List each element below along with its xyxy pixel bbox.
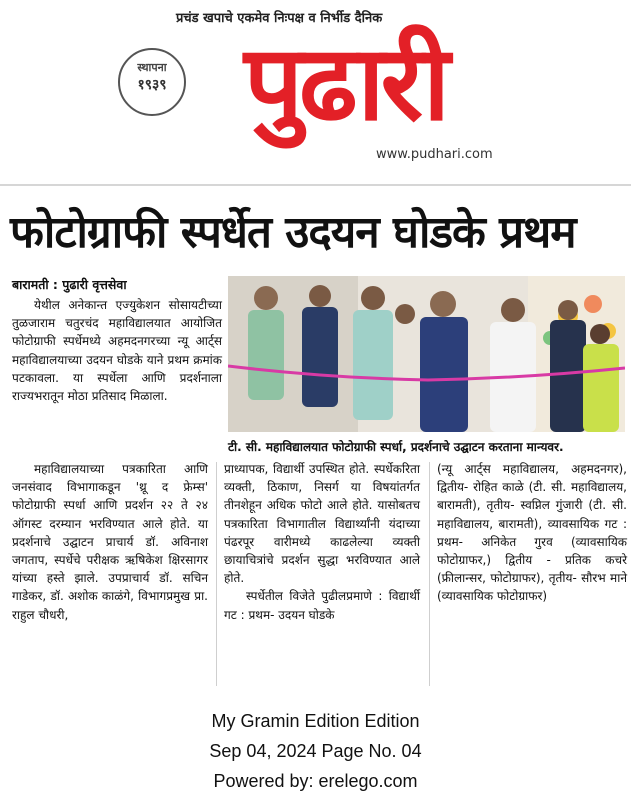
column-divider: [216, 462, 217, 686]
column-3-paragraph: (न्यू आर्ट्स महाविद्यालय, अहमदनगर), द्वितीय- रोहित काळे (टी. सी. महाविद्यालय, बारामती), तृतीय- स्वप्निल गुंजारी (टी. सी. महाविद्यालय, बारामती), व्यावसायिक गट : प्रथम- अनिकेत गुरव (व्यावसायिक फोटोग्राफर,) द्वितीय - प्रतिक कचरे (फ्रीलान्सर, फोटोग्राफर), तृतीय- सौरभ माने (व्यावसायिक फोटोग्राफर): [437, 462, 627, 604]
masthead-divider: [0, 184, 631, 186]
masthead-tagline: प्रचंड खपाचे एकमेव निःपक्ष व निर्भीड दैनिक: [176, 11, 383, 26]
winners-intro-paragraph: स्पर्धेतील विजेते पुढीलप्रमाणे : विद्यार्थी गट : प्रथम- उदयन घोडके: [224, 589, 420, 622]
photo-illustration: [228, 276, 625, 432]
newspaper-logo: [184, 18, 506, 148]
photo-caption: टी. सी. महाविद्यालयात फोटोग्राफी स्पर्धा, प्रदर्शनाचे उद्घाटन करताना मान्यवर.: [228, 440, 564, 454]
edition-name: My Gramin Edition Edition: [211, 711, 420, 731]
article-column-3: [437, 460, 627, 606]
intro-paragraph: येथील अनेकान्त एज्युकेशन सोसायटीच्या तुळजाराम चतुरचंद महाविद्यालयात आयोजित फोटोग्राफी स्पर्धेमध्ये अहमदनगरच्या न्यू आर्ट्स महाविद्यालयाच्या उदयन घोडके याने प्रथम क्रमांक पटकावला. या स्पर्धेला आणि प्रदर्शनाला राज्यभरातून मोठा प्रतिसाद मिळाला.: [12, 298, 222, 404]
powered-by: Powered by: erelego.com: [213, 771, 418, 791]
column-divider: [429, 462, 430, 686]
logo-text: पुढारी: [243, 22, 447, 144]
article-column-1: [12, 460, 208, 624]
article-intro: [12, 296, 222, 405]
edition-footer: [0, 706, 631, 796]
website-url: www.pudhari.com: [376, 147, 493, 162]
article-dateline: बारामती : पुढारी वृत्तसेवा: [12, 277, 127, 292]
article-column-2: [224, 460, 420, 624]
column-1-paragraph: महाविद्यालयाच्या पत्रकारिता आणि जनसंवाद विभागाकडून 'थ्रू द फ्रेम्स' फोटोग्राफी स्पर्धा आणि प्रदर्शन २२ ते २४ ऑगस्ट दरम्यान भरविण्यात आले होते. या प्रदर्शनाचे उद्घाटन प्राचार्य डॉ. अविनाश जगताप, स्पर्धेचे परीक्षक ऋषिकेश क्षिरसागर यांच्या हस्ते झाले. उपप्राचार्य डॉ. सचिन गाडेकर, डॉ. अशोक काळंगे, विभागप्रमुख प्रा. राहुल चौधरी,: [12, 462, 208, 622]
article-photo: [228, 276, 625, 432]
column-2-paragraph: प्राध्यापक, विद्यार्थी उपस्थित होते. स्पर्धेकरिता व्यक्ती, ठिकाण, निसर्ग या विषयांतर्गत तीनशेहून अधिक फोटो आले होते. यासोबतच पत्रकारिता विभागातील विद्यार्थ्यांनी यंदाच्या पंढरपूर वारीमध्ये काढलेल्या व्यक्ती छायाचित्रांचे प्रदर्शन सुद्धा भरविण्यात आले होते.: [224, 462, 420, 586]
established-badge: [118, 48, 186, 116]
article-headline: फोटोग्राफी स्पर्धेत उदयन घोडके प्रथम: [10, 207, 576, 258]
established-label: स्थापना: [137, 61, 167, 74]
masthead: [0, 0, 631, 178]
established-year: १९३९: [137, 77, 167, 93]
edition-date-page: Sep 04, 2024 Page No. 04: [209, 741, 422, 761]
